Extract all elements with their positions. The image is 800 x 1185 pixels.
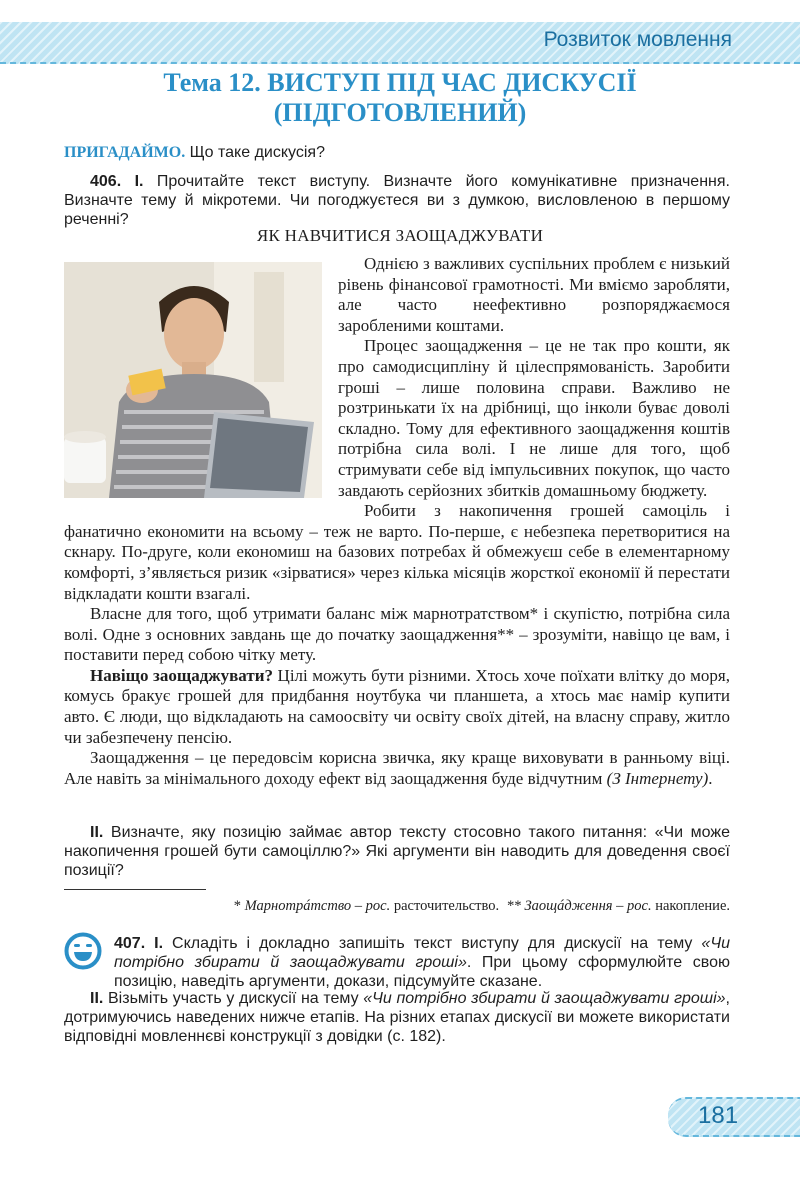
- article-paragraph-2: Процес заощадження – це не так про кошти, як про самодисципліну й цілеспрямованість. Заробити гроші – лише половина справи. Важливо не розтринькати їх на дрібниці, що інколи буває доволі складно. Тому для ефективного заощадження коштів потрібна сила волі. І не лише для того, щоб стримувати себе від імпульсивних покупок, що часто завдають серйозних збитків домашньому бюджету.: [338, 336, 730, 500]
- task-number: ІІ.: [90, 990, 104, 1007]
- footnote: * Марнотрáтство – рос. расточительство. ** Заощáдження – рос. накопление.: [233, 898, 730, 914]
- task-407-1: 407. І. Складіть і докладно запишіть текст виступу для дискусії на тему «Чи потрібно збирати й заощаджувати гроші». При цьому сформулюйте свою позицію, наведіть аргументи, докази, підсумуйте сказане.: [114, 935, 730, 990]
- footnote-divider: [64, 889, 206, 890]
- task-topic: «Чи потрібно збирати й заощаджувати гроші»: [114, 935, 730, 971]
- task-407-2: ІІ. Візьміть участь у дискусії на тему «Чи потрібно збирати й заощаджувати гроші», дотримуючись наведених нижче етапів. На різних етапах дискусії ви можете використати відповідні мовленнєві конструкції з довідки (с. 182).: [64, 990, 730, 1045]
- page-title: [0, 68, 800, 128]
- recall-keyword: ПРИГАДАЙМО.: [64, 144, 186, 161]
- title-line-2: (ПІДГОТОВЛЕНИЙ): [273, 98, 527, 127]
- task-number: ІІ.: [90, 824, 104, 841]
- article-paragraph-3: Робити з накопичення грошей самоціль і фанатично економити на всьому – теж не варто. По-перше, є небезпека перетворитися на скнару. По-друге, коли економиш на базових потребах й обмежуєш себе в елементарному комфорті, з’являється ризик «зірватися» через кілька місяців жорсткої економії й перестати відкладати кошти взагалі.: [64, 501, 730, 603]
- article-paragraph-4: Власне для того, щоб утримати баланс між марнотратством* і скупістю, потрібна сила волі. Одне з основних завдань ще до початку заощадження** – зрозуміти, навіщо це вам, і поставити перед собою чітку мету.: [64, 604, 730, 665]
- task-406-2: [64, 823, 730, 880]
- section-header-band: [0, 22, 800, 64]
- article-paragraph-5: Навіщо заощаджувати? Цілі можуть бути різними. Хтось хоче поїхати влітку до моря, комусь бракує грошей для придбання ноутбука чи планшета, а хтось має намір купити авто. Є люди, що відкладають на самоосвіту чи освіту своїх дітей, на власну справу, житло чи забезпечену пенсію.: [64, 665, 730, 747]
- article-source: (З Інтернету): [606, 768, 709, 788]
- article-question: Навіщо заощаджувати?: [90, 665, 274, 685]
- task-number: 407. І.: [114, 935, 164, 952]
- recall-question: [64, 144, 325, 162]
- recall-text: Що таке дискусія?: [185, 144, 325, 161]
- task-number: 406. І.: [90, 173, 144, 190]
- article-title: ЯК НАВЧИТИСЯ ЗАОЩАДЖУВАТИ: [256, 226, 544, 245]
- article-paragraph-6: Заощадження – це передовсім корисна звичка, яку краще виховувати в ранньому віці. Але навіть за мінімального доходу ефект від заощадження буде відчутним (З Інтернету).: [64, 748, 730, 788]
- article-paragraph-1: Однією з важливих суспільних проблем є низький рівень фінансової грамотності. Ми вміємо заробляти, але часто неефективно розпоряджаємося заробленими коштами.: [338, 254, 730, 335]
- section-title: Розвиток мовлення: [543, 28, 732, 51]
- page-number-box: [668, 1097, 800, 1137]
- task-text: Прочитайте текст виступу. Визначте його комунікативне призначення. Визначте тему й мікротеми. Чи погоджуєтеся ви з думкою, висловленою в першому реченні?: [64, 173, 730, 228]
- article-body: [64, 254, 730, 789]
- smiley-icon: [64, 932, 102, 970]
- task-406-1: [64, 172, 730, 229]
- page-number: 181: [698, 1102, 739, 1129]
- title-line-1: Тема 12. ВИСТУП ПІД ЧАС ДИСКУСІЇ: [163, 68, 637, 97]
- task-topic: «Чи потрібно збирати й заощаджувати гроші»: [363, 990, 726, 1007]
- task-text: Визначте, яку позицію займає автор тексту стосовно такого питання: «Чи може накопичення грошей бути самоціллю?» Які аргументи він наводить для доведення своєї позиції?: [64, 824, 730, 879]
